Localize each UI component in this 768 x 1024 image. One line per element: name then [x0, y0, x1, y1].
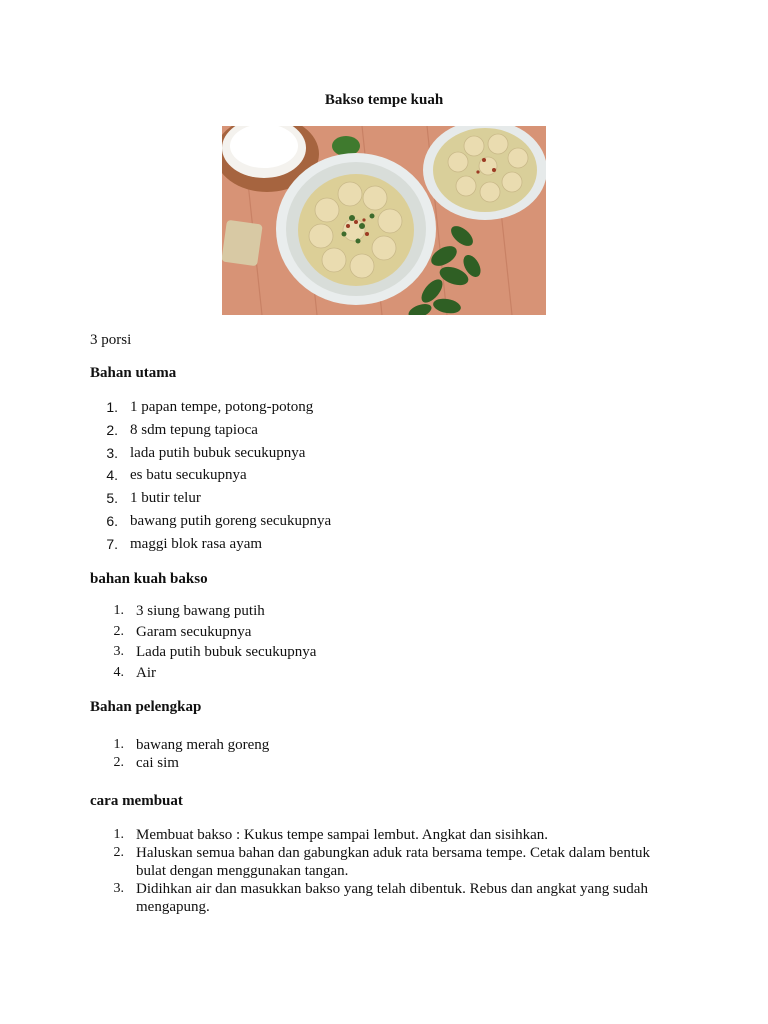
list-item-text: 8 sdm tepung tapioca	[130, 421, 258, 438]
list-item	[90, 622, 316, 643]
list-item-number: 1.	[113, 603, 124, 618]
list-item	[90, 642, 316, 663]
list-item-text: bawang putih goreng secukupnya	[130, 512, 332, 529]
list-item-number: 2.	[113, 623, 124, 639]
list-item-text: bawang merah goreng	[136, 737, 270, 753]
list-item-number: 2.	[113, 845, 124, 860]
list-item-number: 3.	[106, 444, 118, 461]
bakso-photo-illustration	[222, 126, 546, 315]
list-item-number: 2.	[106, 421, 118, 438]
list-item-text: cai sim	[136, 755, 179, 771]
list-item-text: Garam secukupnya	[136, 623, 252, 640]
list-item	[90, 736, 269, 754]
list-item-number: 3.	[113, 881, 124, 896]
list-item	[90, 464, 331, 487]
list-item-text: 3 siung bawang putih	[136, 603, 265, 619]
list-item-text: Lada putih bubuk secukupnya	[136, 644, 317, 661]
list-item-text: 1 butir telur	[130, 490, 201, 507]
list-item-text: lada putih bubuk secukupnya	[130, 444, 306, 461]
list-item	[90, 663, 316, 684]
list-item-number: 1.	[113, 737, 124, 752]
list-item	[90, 396, 331, 419]
servings-text: 3 porsi	[90, 332, 132, 348]
list-item-number: 7.	[106, 535, 118, 552]
bakso-soup-photo	[222, 126, 546, 315]
list-item-number: 1.	[113, 827, 124, 842]
list-item-number: 5.	[106, 490, 118, 507]
recipe-title: Bakso tempe kuah	[324, 92, 444, 108]
list-item-number: 6.	[106, 512, 118, 529]
list-item-number: 2.	[113, 755, 124, 770]
list-item	[90, 880, 656, 916]
list-item-text: Membuat bakso : Kukus tempe sampai lembut. Angkat dan sisihkan.	[136, 827, 549, 843]
list-item-number: 3.	[113, 644, 124, 660]
list-item-number: 4.	[106, 467, 118, 484]
list-item-text: es batu secukupnya	[130, 467, 247, 484]
list-item	[90, 533, 331, 556]
list-item-number: 1.	[106, 399, 118, 415]
list-item-number: 4.	[113, 664, 124, 680]
list-item	[90, 442, 331, 465]
heading-bahan-kuah: bahan kuah bakso	[90, 571, 208, 587]
list-item-text: Air	[136, 664, 156, 681]
list-cara-membuat	[90, 826, 656, 916]
list-item	[90, 487, 331, 510]
heading-cara-membuat: cara membuat	[90, 793, 183, 809]
list-item	[90, 826, 656, 844]
list-item	[90, 601, 316, 622]
list-bahan-utama	[90, 396, 331, 556]
list-item-text: Didihkan air dan masukkan bakso yang telah dibentuk. Rebus dan angkat yang sudah mengapung.	[136, 881, 648, 915]
list-item	[90, 510, 331, 533]
heading-bahan-utama: Bahan utama	[90, 365, 177, 381]
list-item-text: 1 papan tempe, potong-potong	[130, 399, 314, 415]
list-bahan-pelengkap	[90, 736, 269, 772]
list-item	[90, 419, 331, 442]
list-bahan-kuah	[90, 601, 316, 683]
heading-bahan-pelengkap: Bahan pelengkap	[90, 699, 202, 715]
list-item-text: Haluskan semua bahan dan gabungkan aduk rata bersama tempe. Cetak dalam bentuk bulat dengan menggunakan tangan.	[136, 845, 650, 879]
list-item	[90, 754, 269, 772]
list-item	[90, 844, 656, 880]
list-item-text: maggi blok rasa ayam	[130, 535, 263, 552]
